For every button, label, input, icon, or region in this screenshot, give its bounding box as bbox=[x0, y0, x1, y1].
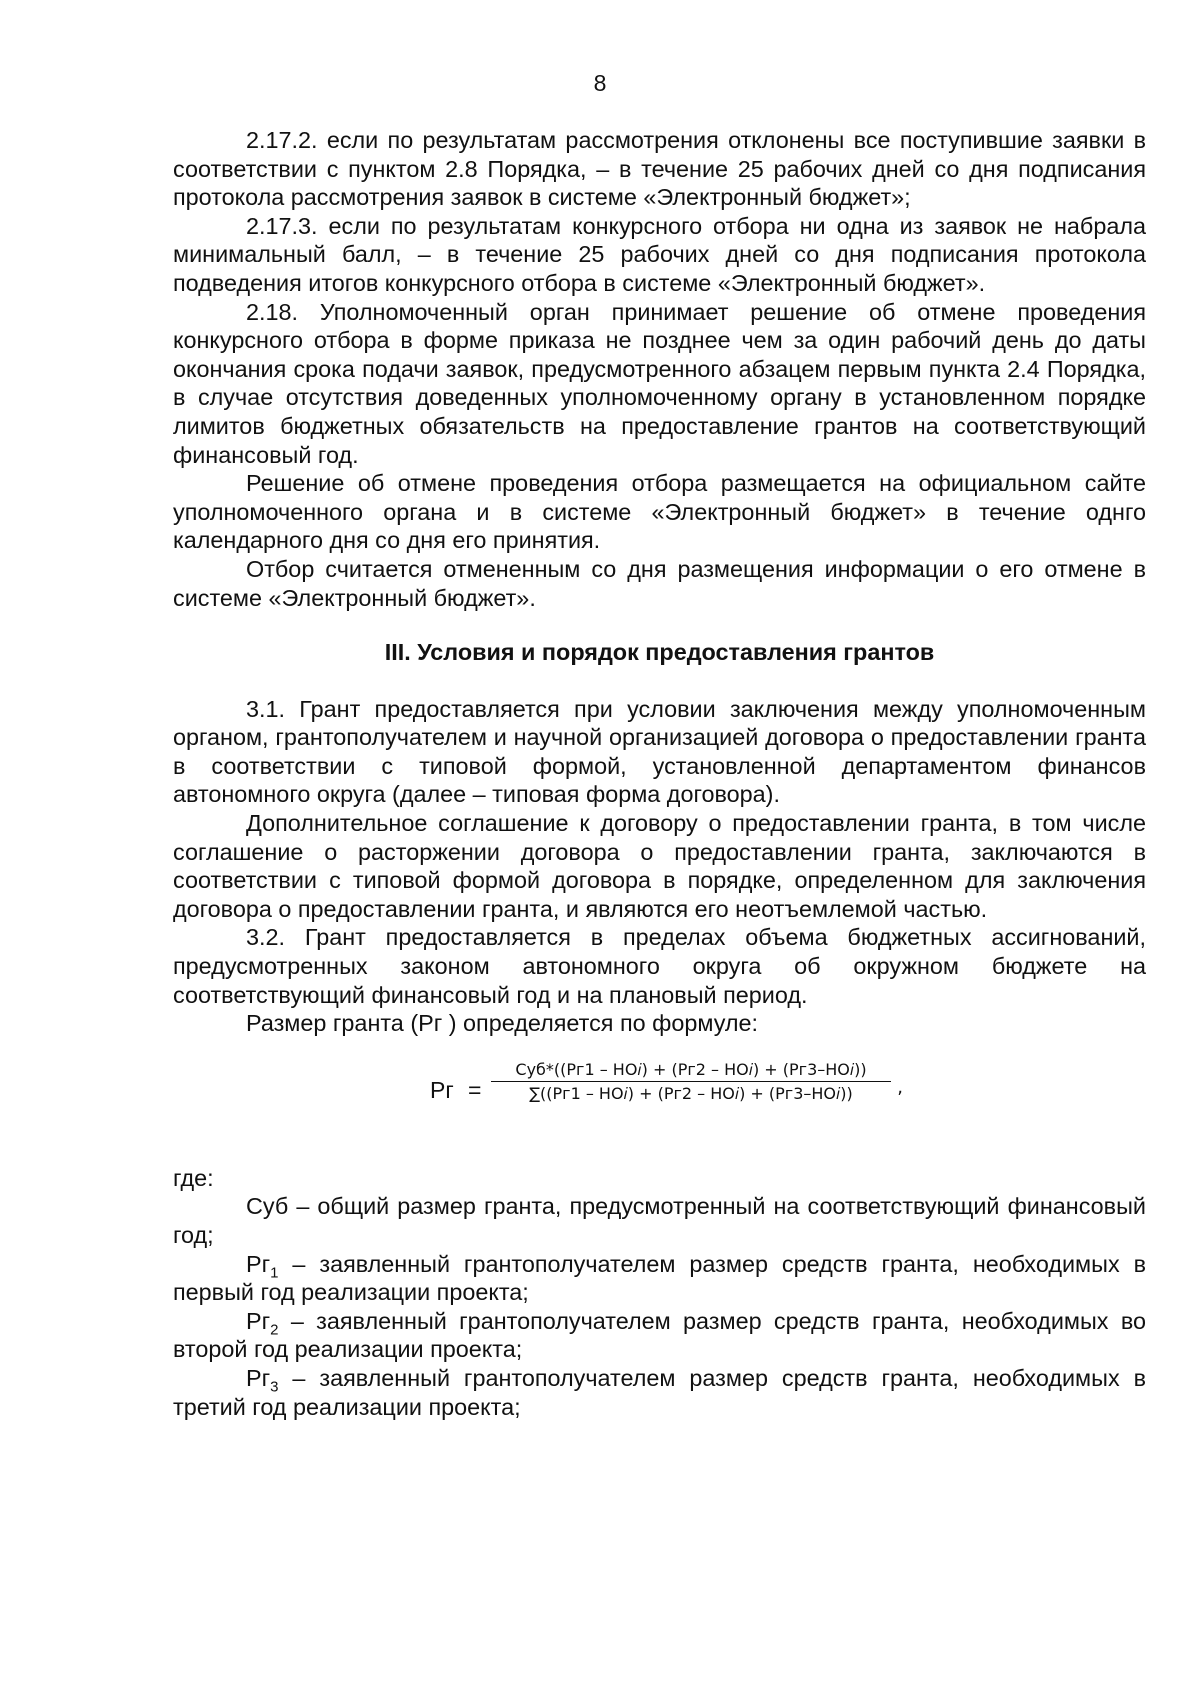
definition-rg1 bbox=[173, 1250, 1146, 1307]
grant-formula bbox=[173, 1056, 1146, 1142]
paragraph-2-17-2: 2.17.2. если по результатам рассмотрения отклонены все поступившие заявки в соответствии с пунктом 2.8 Порядка, – в течение 25 рабочих дней со дня подписания протокола рассмотрения заявок в системе «Электронный бюджет»; bbox=[173, 127, 1146, 211]
formula-comma: , bbox=[897, 1076, 903, 1098]
paragraph-2-18: 2.18. Уполномоченный орган принимает решение об отмене проведения конкурсного отбора в форме приказа не позднее чем за один рабочий день до даты окончания срока подачи заявок, предусмотренного абзацем первым пункта 2.4 Порядка, в случае отсутствия доведенных уполномоченному органу в установленном порядке лимитов бюджетных обязательств на предоставление грантов на соответствующий финансовый год. bbox=[173, 298, 1146, 468]
where-label: где: bbox=[173, 1164, 214, 1191]
rg1-symbol: Рг bbox=[246, 1250, 271, 1277]
paragraph-2-17-3: 2.17.3. если по результатам конкурсного отбора ни одна из заявок не набрала минимальный балл, – в течение 25 рабочих дней со дня подписания протокола подведения итогов конкурсного отбора в системе «Электронный бюджет». bbox=[173, 212, 1146, 296]
formula-fraction bbox=[491, 1059, 903, 1104]
formula-lhs: Рг bbox=[430, 1076, 454, 1103]
rg1-index: 1 bbox=[270, 1264, 279, 1282]
rg2-symbol: Рг bbox=[246, 1307, 271, 1334]
definition-rg2 bbox=[173, 1307, 1146, 1364]
page-number: 8 bbox=[593, 70, 607, 96]
paragraph-cancelled: Отбор считается отмененным со дня размещения информации о его отмене в системе «Электронный бюджет». bbox=[173, 555, 1146, 611]
paragraph-additional-agreement: Дополнительное соглашение к договору о предоставлении гранта, в том числе соглашение о расторжении договора о предоставлении гранта, заключаются в соответствии с типовой формой договора в порядке, определенном для заключения договора о предоставлении гранта, и являются его неотъемлемой частью. bbox=[173, 810, 1146, 922]
rg3-text: – заявленный грантополучателем размер средств гранта, необходимых в третий год реализации проекта; bbox=[173, 1364, 1146, 1420]
rg3-symbol: Рг bbox=[246, 1364, 271, 1391]
rg3-index: 3 bbox=[270, 1378, 279, 1396]
definition-rg3 bbox=[173, 1364, 1146, 1421]
document-body bbox=[173, 126, 1146, 1421]
paragraph-cancel-decision: Решение об отмене проведения отбора размещается на официальном сайте уполномоченного органа и в системе «Электронный бюджет» в течение однго календарного дня со дня его принятия. bbox=[173, 470, 1146, 554]
formula-denominator: ∑((Рг1 – НО𝑖) + (Рг2 – НО𝑖) + (Рг3–НО𝑖)) bbox=[529, 1083, 853, 1103]
paragraph-grant-size: Размер гранта (Рг ) определяется по формуле: bbox=[246, 1010, 759, 1037]
paragraph-3-1: 3.1. Грант предоставляется при условии заключения между уполномоченным органом, грантополучателем и научной организацией договора о предоставлении гранта в соответствии с типовой формой, установленной департаментом финансов автономного округа (далее – типовая форма договора). bbox=[173, 695, 1146, 808]
section-title: III. Условия и порядок предоставления грантов bbox=[384, 639, 935, 666]
rg2-text: – заявленный грантополучателем размер средств гранта, необходимых во второй год реализации проекта; bbox=[173, 1307, 1146, 1363]
formula-equals: = bbox=[468, 1076, 482, 1103]
rg2-index: 2 bbox=[270, 1321, 279, 1339]
formula-numerator: Суб*((Рг1 – НО𝑖) + (Рг2 – НО𝑖) + (Рг3–НО𝑖)) bbox=[491, 1060, 891, 1082]
paragraph-3-2: 3.2. Грант предоставляется в пределах объема бюджетных ассигнований, предусмотренных законом автономного округа об окружном бюджете на соответствующий финансовый год и на плановый период. bbox=[173, 924, 1146, 1008]
rg1-text: – заявленный грантополучателем размер средств гранта, необходимых в первый год реализации проекта; bbox=[173, 1250, 1146, 1306]
definition-sub: Суб – общий размер гранта, предусмотренный на соответствующий финансовый год; bbox=[173, 1193, 1146, 1248]
